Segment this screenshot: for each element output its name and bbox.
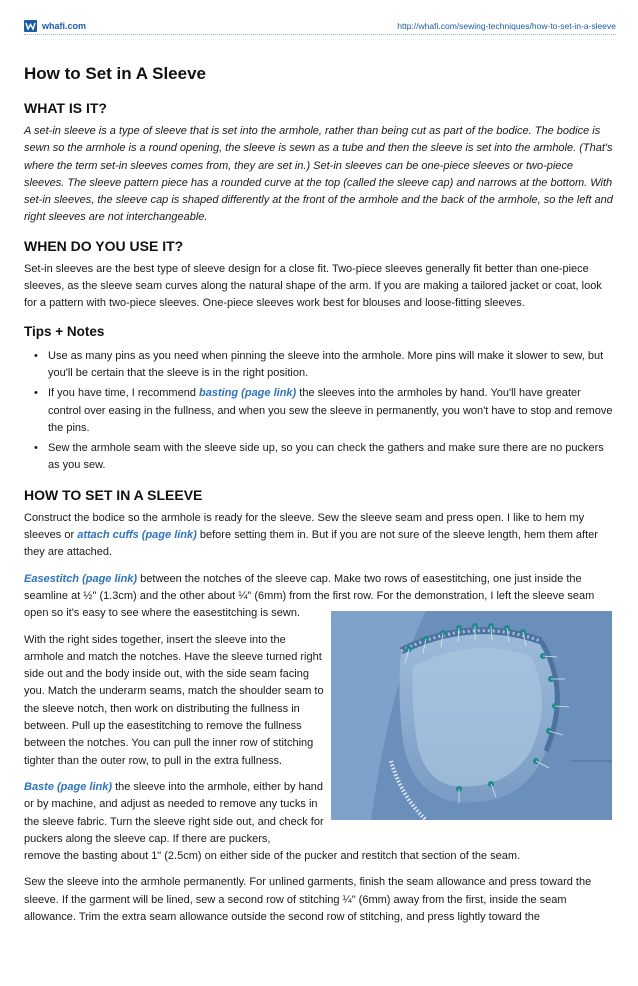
basting-link[interactable]: basting (page link) (199, 387, 297, 400)
paragraph-when: Set-in sleeves are the best type of sleeve design for a close fit. Two-piece sleeves generally fit better than one-piece sleeves, as the sleeve seam curves along the natural shape of the arm. If you are making a tailored jacket or coat, look for a pattern with two-piece sleeves. One-piece sleeves work best for blouses and loose-fitting sleeves. (24, 262, 602, 310)
tip-text: Sew the armhole seam with the sleeve side up, so you can check the gathers and make sure there are no puckers as you sew. (48, 442, 604, 472)
tip-text: the sleeves into the armholes by hand. You'll have greater control over easing in the fullness, and when you sew the sleeve in permanently, you won't have to stop and remove the pins. (48, 387, 613, 434)
easestitch-link[interactable]: Easestitch (page link) (24, 572, 138, 585)
paragraph-howto-3: With the right sides together, insert the sleeve into the armhole and match the notches. Have the sleeve turned right side out and the body inside out, with the side seam facing you. Match the underarm seams, match the shoulder seam to the sleeve notch, then work on distributing the fullness in between. Pull up the easestitching to remove the fullness between the notches. You can pull the inner row of stitching tighter than the outer row, to pull in the extra fullness. (24, 633, 324, 767)
baste-link[interactable]: Baste (page link) (24, 780, 113, 793)
paragraph-text: between the notches of the sleeve cap. Make two rows of easestitching, one just inside the seamline at ½" (1.3cm) and the other about ¼" (6mm) from the first row. For the demonstration, I left the sleeve seam open so it's easy to see where the easestitching is sewn. (24, 572, 595, 620)
sleeve-photo (331, 611, 612, 820)
paragraph-howto-4-cont: remove the basting about 1" (2.5cm) on either side of the pucker and restitch that section of the seam. (24, 850, 521, 863)
paragraph-text: Construct the bodice so the armhole is ready for the sleeve. Sew the sleeve seam and press open. I like to hem my sleeves or (24, 511, 585, 542)
paragraph-howto-1 (24, 510, 616, 562)
tip-item (46, 440, 616, 475)
whafi-logo-icon (24, 20, 37, 32)
page-title: How to Set in A Sleeve (24, 64, 207, 83)
tip-item (46, 348, 616, 383)
section-heading-when: WHEN DO YOU USE IT? (24, 237, 184, 254)
section-heading-tips: Tips + Notes (24, 323, 105, 339)
paragraph-text: the sleeve into the armhole, either by hand or by machine, and adjust as needed to remove any tucks in the sleeve fabric. Turn the sleeve right side out, and check for puckers along the sleeve cap. If there are puckers, (24, 780, 324, 845)
paragraph-howto-4 (24, 779, 324, 848)
tip-text: Use as many pins as you need when pinning the sleeve into the armhole. More pins will make it slower to sew, but you'll be certain that the sleeve is in the right position. (48, 349, 604, 379)
page-url-link[interactable]: http://whafi.com/sewing-techniques/how-to-set-in-a-sleeve (397, 21, 616, 31)
paragraph-howto-5: Sew the sleeve into the armhole permanently. For unlined garments, finish the seam allowance and press toward the sleeve. If the garment will be lined, sew a second row of stitching ¼" (6mm) away from the first, inside the seam allowance. Trim the extra seam allowance outside the second row of stitching, and press lightly toward the (24, 876, 592, 923)
paragraph-what: A set-in sleeve is a type of sleeve that is set into the armhole, rather than being cut as part of the bodice. The bodice is sewn so the armhole is a round opening, the sleeve is sewn as a tube and then the sleeve is set into the armhole. (That's where the term set-in sleeves comes from, they are set in.) Set-in sleeves can be one-piece sleeves or two-piece sleeves. The sleeve pattern piece has a rounded curve at the top (called the sleeve cap) and narrows at the bottom. With set-in sleeves, the sleeve cap is shaped differently at the front of the armhole and the back of the armhole, so the left and right sleeves are not interchangeable. (24, 125, 613, 224)
page-header (24, 18, 616, 34)
tips-list (24, 348, 616, 475)
section-heading-what: WHAT IS IT? (24, 100, 107, 116)
attach-cuffs-link[interactable]: attach cuffs (page link) (77, 529, 197, 542)
site-name-link[interactable]: whafi.com (42, 21, 87, 31)
paragraph-text: before setting them in. But if you are not sure of the sleeve length, hem them after they are attached. (24, 529, 598, 559)
section-heading-howto: HOW TO SET IN A SLEEVE (24, 486, 203, 503)
tip-text: If you have time, I recommend (48, 387, 200, 400)
header-divider (24, 34, 616, 35)
tip-item (46, 385, 616, 437)
